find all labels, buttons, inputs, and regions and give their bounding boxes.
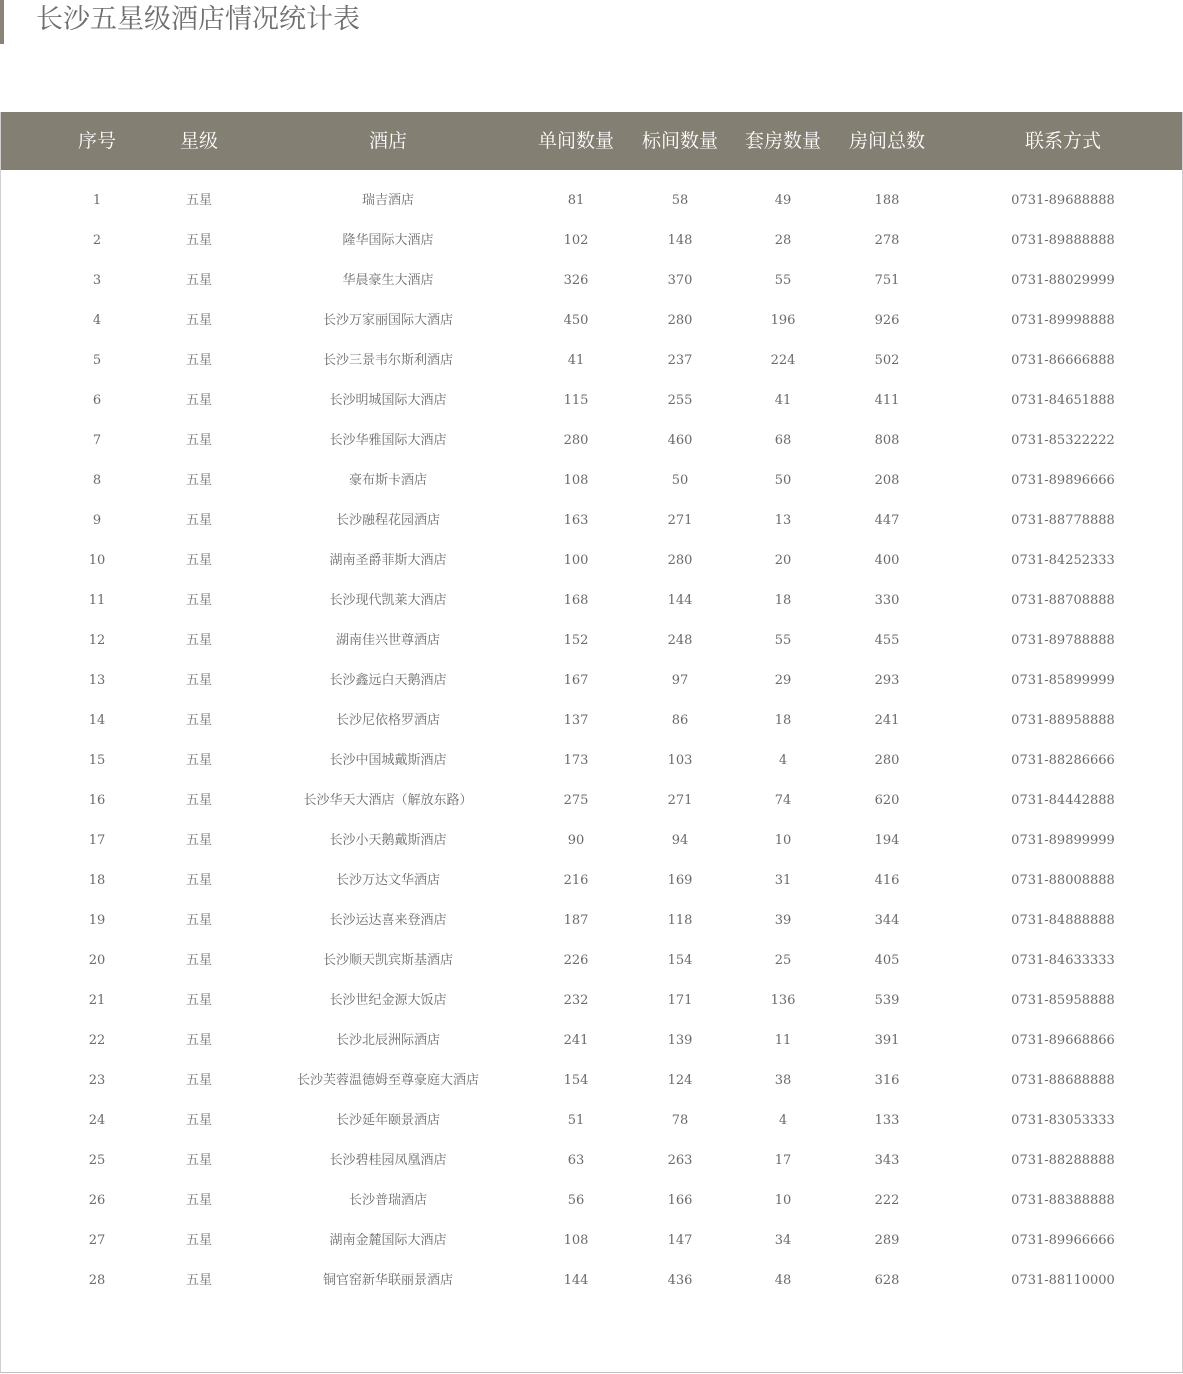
cell-contact: 0731-86666888: [1011, 353, 1115, 368]
cell-index: 24: [88, 1113, 106, 1128]
cell-contact: 0731-84633333: [1011, 953, 1115, 968]
cell-single-rooms: 90: [567, 833, 585, 848]
cell-standard-rooms: 436: [667, 1273, 693, 1288]
cell-index: 7: [92, 433, 102, 448]
table-row: [1, 741, 1182, 781]
table-body: [1, 181, 1182, 1301]
cell-total-rooms: 926: [874, 313, 900, 328]
cell-hotel-name: 长沙三景韦尔斯利酒店: [322, 353, 453, 368]
cell-standard-rooms: 94: [671, 833, 689, 848]
cell-star-rating: 五星: [185, 713, 212, 728]
cell-total-rooms: 330: [874, 593, 900, 608]
table-row: [1, 301, 1182, 341]
cell-total-rooms: 208: [874, 473, 900, 488]
cell-suites: 224: [770, 353, 796, 368]
cell-hotel-name: 长沙芙蓉温德姆至尊豪庭大酒店: [296, 1073, 479, 1088]
table-row: [1, 901, 1182, 941]
cell-single-rooms: 226: [563, 953, 589, 968]
page-title: 长沙五星级酒店情况统计表: [36, 4, 360, 35]
cell-standard-rooms: 263: [667, 1153, 693, 1168]
cell-standard-rooms: 166: [667, 1193, 693, 1208]
cell-hotel-name: 湖南圣爵菲斯大酒店: [329, 553, 447, 568]
cell-contact: 0731-88286666: [1011, 753, 1115, 768]
cell-total-rooms: 628: [874, 1273, 900, 1288]
cell-index: 2: [92, 233, 102, 248]
table-row: [1, 1021, 1182, 1061]
cell-single-rooms: 241: [563, 1033, 589, 1048]
cell-single-rooms: 41: [567, 353, 585, 368]
cell-contact: 0731-85958888: [1011, 993, 1115, 1008]
cell-hotel-name: 长沙北辰洲际酒店: [335, 1033, 440, 1048]
cell-suites: 55: [774, 273, 792, 288]
cell-single-rooms: 187: [563, 913, 589, 928]
cell-total-rooms: 289: [874, 1233, 900, 1248]
cell-contact: 0731-88008888: [1011, 873, 1115, 888]
table-header: [1, 112, 1182, 170]
table-row: [1, 941, 1182, 981]
cell-single-rooms: 152: [563, 633, 589, 648]
cell-star-rating: 五星: [185, 753, 212, 768]
cell-suites: 39: [774, 913, 792, 928]
header-total-rooms: 房间总数: [848, 130, 925, 152]
header-suites: 套房数量: [744, 130, 821, 152]
cell-hotel-name: 长沙顺天凯宾斯基酒店: [322, 953, 453, 968]
table-row: [1, 181, 1182, 221]
cell-suites: 41: [774, 393, 792, 408]
cell-contact: 0731-89966666: [1011, 1233, 1115, 1248]
table-row: [1, 501, 1182, 541]
cell-star-rating: 五星: [185, 593, 212, 608]
cell-contact: 0731-88778888: [1011, 513, 1115, 528]
header-contact: 联系方式: [1024, 130, 1101, 152]
cell-contact: 0731-84252333: [1011, 553, 1115, 568]
cell-hotel-name: 长沙世纪金源大饭店: [329, 993, 447, 1008]
cell-standard-rooms: 169: [667, 873, 693, 888]
cell-index: 21: [88, 993, 106, 1008]
cell-hotel-name: 长沙华雅国际大酒店: [329, 433, 447, 448]
cell-total-rooms: 194: [874, 833, 900, 848]
cell-index: 15: [88, 753, 106, 768]
cell-contact: 0731-83053333: [1011, 1113, 1115, 1128]
cell-star-rating: 五星: [185, 1233, 212, 1248]
cell-star-rating: 五星: [185, 233, 212, 248]
cell-index: 5: [92, 353, 102, 368]
cell-star-rating: 五星: [185, 913, 212, 928]
cell-star-rating: 五星: [185, 993, 212, 1008]
cell-hotel-name: 湖南佳兴世尊酒店: [335, 633, 440, 648]
table-row: [1, 421, 1182, 461]
cell-star-rating: 五星: [185, 193, 212, 208]
cell-hotel-name: 长沙现代凯莱大酒店: [329, 593, 447, 608]
cell-contact: 0731-84888888: [1011, 913, 1115, 928]
cell-contact: 0731-88388888: [1011, 1193, 1115, 1208]
cell-index: 28: [88, 1273, 106, 1288]
cell-hotel-name: 长沙小天鹅戴斯酒店: [329, 833, 447, 848]
cell-suites: 20: [774, 553, 792, 568]
hotel-statistics-table: [0, 112, 1183, 1373]
cell-suites: 136: [770, 993, 796, 1008]
cell-suites: 196: [770, 313, 796, 328]
cell-single-rooms: 100: [563, 553, 589, 568]
cell-total-rooms: 411: [874, 393, 900, 408]
cell-suites: 17: [774, 1153, 792, 1168]
title-bar: [0, 0, 1183, 44]
cell-contact: 0731-89896666: [1011, 473, 1115, 488]
cell-total-rooms: 241: [874, 713, 900, 728]
cell-star-rating: 五星: [185, 433, 212, 448]
cell-index: 22: [88, 1033, 106, 1048]
cell-total-rooms: 808: [874, 433, 900, 448]
cell-index: 10: [88, 553, 106, 568]
cell-suites: 25: [774, 953, 792, 968]
cell-hotel-name: 长沙碧桂园凤凰酒店: [329, 1153, 447, 1168]
cell-star-rating: 五星: [185, 513, 212, 528]
cell-single-rooms: 216: [563, 873, 589, 888]
cell-standard-rooms: 50: [671, 473, 689, 488]
cell-star-rating: 五星: [185, 1073, 212, 1088]
cell-single-rooms: 115: [563, 393, 589, 408]
header-single-rooms: 单间数量: [537, 130, 614, 152]
cell-total-rooms: 620: [874, 793, 900, 808]
cell-standard-rooms: 78: [671, 1113, 689, 1128]
cell-suites: 34: [774, 1233, 792, 1248]
cell-contact: 0731-89998888: [1011, 313, 1115, 328]
cell-standard-rooms: 86: [671, 713, 689, 728]
table-row: [1, 621, 1182, 661]
cell-index: 9: [92, 513, 102, 528]
cell-total-rooms: 316: [874, 1073, 900, 1088]
table-row: [1, 381, 1182, 421]
cell-index: 23: [88, 1073, 106, 1088]
cell-standard-rooms: 280: [667, 553, 693, 568]
cell-contact: 0731-88029999: [1011, 273, 1115, 288]
cell-hotel-name: 长沙融程花园酒店: [335, 513, 440, 528]
cell-total-rooms: 416: [874, 873, 900, 888]
cell-star-rating: 五星: [185, 473, 212, 488]
table-row: [1, 661, 1182, 701]
cell-single-rooms: 167: [563, 673, 589, 688]
cell-single-rooms: 102: [563, 233, 589, 248]
table-row: [1, 581, 1182, 621]
cell-suites: 10: [774, 1193, 792, 1208]
cell-suites: 49: [774, 193, 792, 208]
cell-contact: 0731-88958888: [1011, 713, 1115, 728]
cell-single-rooms: 51: [567, 1113, 585, 1128]
cell-single-rooms: 108: [563, 473, 589, 488]
cell-standard-rooms: 139: [667, 1033, 693, 1048]
cell-star-rating: 五星: [185, 1033, 212, 1048]
cell-single-rooms: 450: [563, 313, 589, 328]
header-star-rating: 星级: [179, 130, 218, 152]
cell-star-rating: 五星: [185, 1193, 212, 1208]
cell-index: 19: [88, 913, 106, 928]
table-row: [1, 1141, 1182, 1181]
table-row: [1, 541, 1182, 581]
cell-single-rooms: 168: [563, 593, 589, 608]
cell-standard-rooms: 124: [667, 1073, 693, 1088]
cell-hotel-name: 华晨豪生大酒店: [342, 273, 434, 288]
cell-total-rooms: 222: [874, 1193, 900, 1208]
cell-single-rooms: 232: [563, 993, 589, 1008]
cell-total-rooms: 343: [874, 1153, 900, 1168]
cell-total-rooms: 502: [874, 353, 900, 368]
cell-hotel-name: 长沙尼依格罗酒店: [335, 713, 440, 728]
cell-hotel-name: 长沙运达喜来登酒店: [329, 913, 447, 928]
cell-suites: 4: [778, 1113, 788, 1128]
cell-hotel-name: 瑞吉酒店: [361, 193, 414, 208]
cell-contact: 0731-88688888: [1011, 1073, 1115, 1088]
header-standard-rooms: 标间数量: [641, 130, 718, 152]
cell-single-rooms: 326: [563, 273, 589, 288]
cell-contact: 0731-89688888: [1011, 193, 1115, 208]
cell-single-rooms: 275: [563, 793, 589, 808]
cell-index: 27: [88, 1233, 106, 1248]
cell-star-rating: 五星: [185, 393, 212, 408]
cell-single-rooms: 173: [563, 753, 589, 768]
cell-suites: 4: [778, 753, 788, 768]
cell-standard-rooms: 144: [667, 593, 693, 608]
cell-suites: 31: [774, 873, 792, 888]
table-row: [1, 221, 1182, 261]
cell-contact: 0731-89899999: [1011, 833, 1115, 848]
header-index: 序号: [77, 130, 116, 152]
cell-standard-rooms: 147: [667, 1233, 693, 1248]
cell-contact: 0731-89788888: [1011, 633, 1115, 648]
cell-suites: 29: [774, 673, 792, 688]
cell-total-rooms: 405: [874, 953, 900, 968]
table-row: [1, 1221, 1182, 1261]
cell-hotel-name: 铜官窑新华联丽景酒店: [322, 1273, 453, 1288]
cell-contact: 0731-88110000: [1011, 1273, 1115, 1288]
cell-index: 12: [88, 633, 106, 648]
cell-total-rooms: 133: [874, 1113, 900, 1128]
cell-star-rating: 五星: [185, 873, 212, 888]
cell-single-rooms: 63: [567, 1153, 585, 1168]
cell-total-rooms: 751: [874, 273, 900, 288]
cell-star-rating: 五星: [185, 1273, 212, 1288]
cell-total-rooms: 344: [874, 913, 900, 928]
table-row: [1, 861, 1182, 901]
table-row: [1, 1261, 1182, 1301]
cell-single-rooms: 137: [563, 713, 589, 728]
cell-single-rooms: 163: [563, 513, 589, 528]
table-row: [1, 461, 1182, 501]
cell-index: 17: [88, 833, 106, 848]
cell-standard-rooms: 237: [667, 353, 693, 368]
cell-single-rooms: 280: [563, 433, 589, 448]
table-row: [1, 1101, 1182, 1141]
cell-hotel-name: 隆华国际大酒店: [342, 233, 434, 248]
cell-standard-rooms: 171: [667, 993, 693, 1008]
cell-index: 1: [92, 193, 102, 208]
cell-standard-rooms: 280: [667, 313, 693, 328]
cell-star-rating: 五星: [185, 793, 212, 808]
table-row: [1, 1181, 1182, 1221]
cell-contact: 0731-89888888: [1011, 233, 1115, 248]
cell-contact: 0731-88288888: [1011, 1153, 1115, 1168]
cell-star-rating: 五星: [185, 1113, 212, 1128]
cell-index: 14: [88, 713, 106, 728]
cell-index: 13: [88, 673, 106, 688]
cell-standard-rooms: 118: [667, 913, 693, 928]
cell-index: 20: [88, 953, 106, 968]
cell-total-rooms: 280: [874, 753, 900, 768]
table-row: [1, 821, 1182, 861]
cell-single-rooms: 154: [563, 1073, 589, 1088]
cell-standard-rooms: 460: [667, 433, 693, 448]
cell-star-rating: 五星: [185, 953, 212, 968]
cell-suites: 28: [774, 233, 792, 248]
cell-total-rooms: 391: [874, 1033, 900, 1048]
cell-standard-rooms: 148: [667, 233, 693, 248]
cell-hotel-name: 长沙鑫远白天鹅酒店: [329, 673, 447, 688]
cell-total-rooms: 455: [874, 633, 900, 648]
cell-single-rooms: 56: [567, 1193, 585, 1208]
cell-index: 3: [92, 273, 102, 288]
cell-index: 6: [92, 393, 102, 408]
cell-hotel-name: 长沙普瑞酒店: [348, 1193, 427, 1208]
cell-index: 11: [88, 593, 106, 608]
table-row: [1, 261, 1182, 301]
cell-hotel-name: 长沙中国城戴斯酒店: [329, 753, 447, 768]
cell-star-rating: 五星: [185, 1153, 212, 1168]
cell-standard-rooms: 58: [671, 193, 689, 208]
cell-hotel-name: 长沙万达文华酒店: [335, 873, 440, 888]
cell-suites: 18: [774, 593, 792, 608]
cell-contact: 0731-85322222: [1011, 433, 1115, 448]
cell-suites: 38: [774, 1073, 792, 1088]
cell-single-rooms: 81: [567, 193, 585, 208]
cell-suites: 18: [774, 713, 792, 728]
cell-star-rating: 五星: [185, 673, 212, 688]
cell-hotel-name: 长沙万家丽国际大酒店: [322, 313, 453, 328]
cell-total-rooms: 293: [874, 673, 900, 688]
cell-single-rooms: 108: [563, 1233, 589, 1248]
cell-standard-rooms: 271: [667, 793, 693, 808]
cell-contact: 0731-85899999: [1011, 673, 1115, 688]
cell-index: 8: [92, 473, 102, 488]
cell-suites: 48: [774, 1273, 792, 1288]
header-hotel: 酒店: [368, 130, 407, 152]
table-row: [1, 701, 1182, 741]
cell-star-rating: 五星: [185, 273, 212, 288]
cell-index: 25: [88, 1153, 106, 1168]
cell-standard-rooms: 97: [671, 673, 689, 688]
table-row: [1, 981, 1182, 1021]
cell-hotel-name: 长沙明城国际大酒店: [329, 393, 447, 408]
cell-suites: 55: [774, 633, 792, 648]
cell-standard-rooms: 154: [667, 953, 693, 968]
cell-single-rooms: 144: [563, 1273, 589, 1288]
table-row: [1, 1061, 1182, 1101]
cell-total-rooms: 539: [874, 993, 900, 1008]
cell-index: 4: [92, 313, 102, 328]
cell-suites: 11: [774, 1033, 792, 1048]
cell-contact: 0731-89668866: [1011, 1033, 1115, 1048]
cell-contact: 0731-84651888: [1011, 393, 1115, 408]
cell-star-rating: 五星: [185, 313, 212, 328]
cell-star-rating: 五星: [185, 833, 212, 848]
table-row: [1, 781, 1182, 821]
cell-contact: 0731-88708888: [1011, 593, 1115, 608]
cell-total-rooms: 278: [874, 233, 900, 248]
cell-suites: 50: [774, 473, 792, 488]
cell-total-rooms: 447: [874, 513, 900, 528]
title-accent-bar: [0, 0, 4, 44]
cell-star-rating: 五星: [185, 553, 212, 568]
cell-suites: 68: [774, 433, 792, 448]
cell-standard-rooms: 248: [667, 633, 693, 648]
cell-standard-rooms: 370: [667, 273, 693, 288]
cell-standard-rooms: 255: [667, 393, 693, 408]
cell-hotel-name: 长沙延年颐景酒店: [335, 1113, 440, 1128]
cell-hotel-name: 豪布斯卡酒店: [348, 473, 427, 488]
cell-standard-rooms: 271: [667, 513, 693, 528]
cell-star-rating: 五星: [185, 633, 212, 648]
cell-standard-rooms: 103: [667, 753, 693, 768]
cell-star-rating: 五星: [185, 353, 212, 368]
cell-index: 16: [88, 793, 106, 808]
table-row: [1, 341, 1182, 381]
cell-total-rooms: 400: [874, 553, 900, 568]
cell-hotel-name: 湖南金麓国际大酒店: [329, 1233, 447, 1248]
cell-suites: 74: [774, 793, 792, 808]
cell-contact: 0731-84442888: [1011, 793, 1115, 808]
cell-suites: 13: [774, 513, 792, 528]
cell-hotel-name: 长沙华天大酒店（解放东路）: [303, 793, 473, 808]
cell-index: 18: [88, 873, 106, 888]
cell-index: 26: [88, 1193, 106, 1208]
cell-suites: 10: [774, 833, 792, 848]
cell-total-rooms: 188: [874, 193, 900, 208]
